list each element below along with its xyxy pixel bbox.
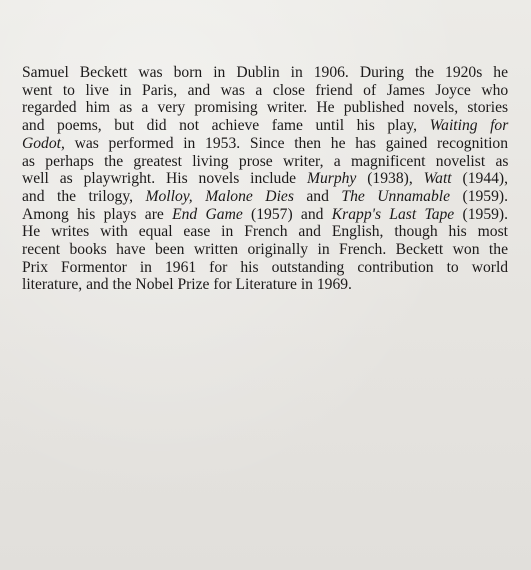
text-run: (1959).: [450, 187, 508, 205]
text-line: [22, 276, 508, 294]
text-run: , was performed in 1953. Since then he has gained recognition: [60, 134, 508, 152]
author-biography-paragraph: [22, 64, 508, 294]
text-run: (1957) and: [242, 205, 332, 223]
italic-title-text: Murphy: [306, 170, 357, 188]
text-run: regarded him as a very promising writer. He published novels, stories: [22, 99, 509, 117]
text-line: [22, 259, 508, 277]
text-run: and: [293, 187, 342, 205]
text-run: and the trilogy,: [22, 187, 146, 205]
text-line: [22, 241, 508, 259]
text-run: Samuel Beckett was born in Dublin in 1906. During the 1920s he: [22, 64, 508, 81]
text-run: recent books have been written originally in French. Beckett won the: [22, 241, 508, 259]
text-line: [22, 135, 508, 153]
text-line: [22, 223, 508, 241]
text-run: Prix Formentor in 1961 for his outstanding contribution to world: [22, 258, 509, 276]
text-run: Among his plays are: [22, 205, 173, 223]
text-run: as perhaps the greatest living prose writer, a magnificent novelist as: [22, 152, 509, 170]
text-line: [22, 82, 508, 100]
text-line: [22, 117, 508, 135]
italic-title-text: Molloy, Malone Dies: [145, 187, 294, 205]
text-run: He writes with equal ease in French and English, though his most: [22, 223, 508, 241]
text-line: [22, 153, 508, 171]
text-run: literature, and the Nobel Prize for Literature in 1969.: [22, 276, 352, 294]
text-line: [22, 64, 508, 82]
text-run: (1938),: [356, 170, 424, 188]
text-line: [22, 206, 508, 224]
italic-title-text: End Game: [172, 205, 243, 223]
italic-title-text: Watt: [423, 170, 452, 188]
text-run: went to live in Paris, and was a close friend of James Joyce who: [22, 81, 509, 99]
italic-title-text: The Unnamable: [341, 187, 451, 205]
text-run: (1944),: [451, 170, 509, 188]
text-line: [22, 99, 508, 117]
text-run: (1959).: [454, 205, 508, 223]
italic-title-text: Waiting for: [429, 117, 509, 135]
text-line: [22, 170, 508, 188]
text-run: and poems, but did not achieve fame until his play,: [22, 117, 430, 135]
text-run: well as playwright. His novels include: [22, 170, 307, 188]
italic-title-text: Godot: [22, 134, 61, 152]
text-line: [22, 188, 508, 206]
italic-title-text: Krapp's Last Tape: [331, 205, 455, 223]
